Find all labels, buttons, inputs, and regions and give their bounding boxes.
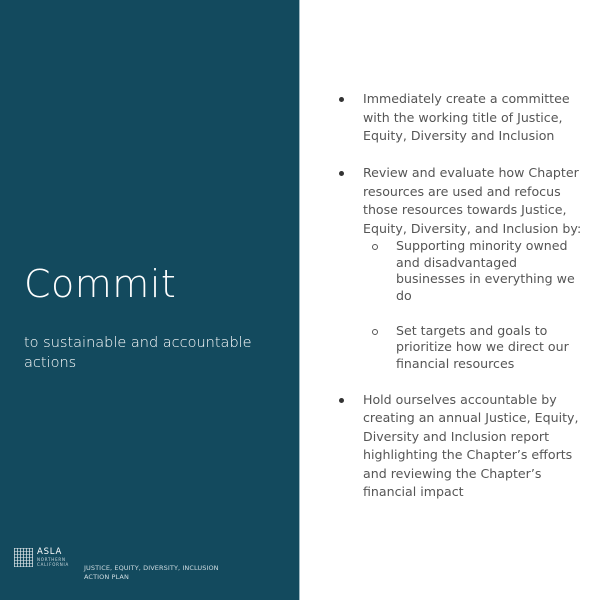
sub-bullet-text: Supporting minority owned and disadvantaged businesses in everything we do <box>396 238 575 303</box>
page-title: Commit <box>24 262 177 306</box>
panel-divider <box>299 0 300 600</box>
left-panel <box>0 0 299 600</box>
sub-bullet-item <box>363 238 588 304</box>
bullet-list <box>338 90 588 520</box>
bullet-item <box>338 391 588 502</box>
bullet-text: Hold ourselves accountable by creating an annual Justice, Equity, Diversity and Inclusion report highlighting the Chapter’s efforts and reviewing the Chapter’s financial impact <box>363 391 579 499</box>
bullet-text: Review and evaluate how Chapter resources are used and refocus those resources towards Justice, Equity, Diversity, and Inclusion by: <box>363 165 582 236</box>
bullet-dot-icon <box>339 171 344 176</box>
sub-bullet-item <box>363 323 588 373</box>
logo-text <box>37 548 69 567</box>
sub-bullet-text: Set targets and goals to prioritize how we direct our financial resources <box>396 322 569 371</box>
footer-document-title: JUSTICE, EQUITY, DIVERSITY, INCLUSION ACTION PLAN <box>84 564 219 581</box>
page-subtitle: to sustainable and accountable actions <box>24 335 252 371</box>
logo-name: ASLA <box>37 547 63 558</box>
bullet-dot-icon <box>339 398 344 403</box>
hollow-circle-bullet-icon <box>372 329 378 335</box>
hollow-circle-bullet-icon <box>372 244 378 250</box>
bullet-item <box>338 164 588 372</box>
asla-logo-mark-icon <box>14 548 33 567</box>
bullet-dot-icon <box>339 97 344 102</box>
asla-logo <box>14 548 69 567</box>
logo-subline-2: CALIFORNIA <box>37 561 70 567</box>
sub-bullet-list <box>363 238 588 372</box>
bullet-item <box>338 90 588 146</box>
logo-subline-1: NORTHERN <box>37 556 66 562</box>
bullet-text: Immediately create a committee with the working title of Justice, Equity, Diversity and Inclusion <box>363 91 570 143</box>
